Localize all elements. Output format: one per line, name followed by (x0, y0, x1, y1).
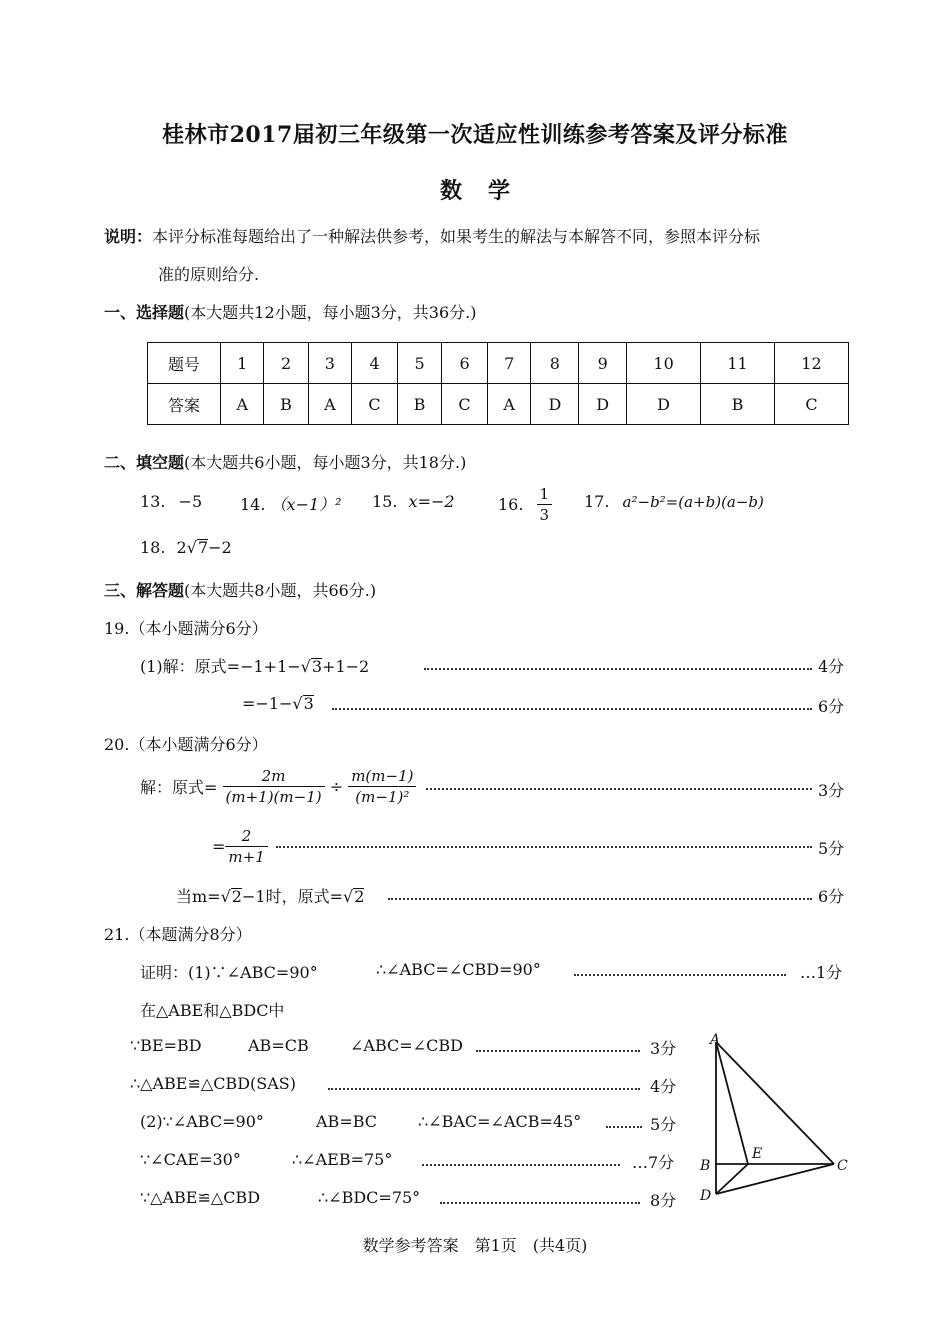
answer-13 (140, 492, 202, 511)
segment-AE (716, 1042, 748, 1164)
question-number: 15. (372, 492, 398, 511)
answer-16 (498, 484, 552, 525)
sqrt-radicand: 2 (231, 887, 242, 906)
section3-name: 三、解答题 (104, 581, 185, 600)
q20-line-1-prefix: 解：原式= (140, 778, 218, 797)
fraction-denominator: (m−1)² (355, 788, 410, 806)
q19-line-2 (242, 694, 314, 713)
note-line-1 (104, 224, 760, 247)
q21-line-7b: ∴∠BDC=75° (318, 1188, 421, 1207)
dot-leader (422, 1164, 620, 1166)
page-footer: 数学参考答案 第1页 (共4页) (362, 1236, 588, 1255)
q20-line-3 (176, 884, 364, 907)
question-number: 16. (498, 495, 524, 514)
sqrt-radicand: 3 (311, 657, 323, 676)
dot-leader (328, 1088, 640, 1090)
segment-AC (716, 1042, 834, 1164)
answer-tail: −2 (208, 538, 232, 557)
fraction-denominator: (m+1)(m−1) (225, 788, 322, 806)
dot-leader (332, 708, 812, 710)
dot-leader (476, 1050, 640, 1052)
table-cell: D (627, 384, 701, 425)
question-number: 13. (140, 492, 166, 511)
points-label: 4分 (650, 1077, 677, 1096)
points-label: 6分 (818, 697, 845, 716)
sqrt-radicand: 2 (354, 887, 365, 906)
answer-value: −5 (178, 492, 203, 511)
sqrt-sign: √ (186, 538, 197, 557)
q20-line-3-a: 当m= (176, 887, 221, 906)
fraction-numerator: 2 (225, 826, 267, 847)
fraction-numerator: m(m−1) (348, 766, 416, 787)
equals-sign: = (212, 837, 226, 856)
sqrt-sign: √ (292, 694, 303, 713)
fraction (348, 766, 416, 807)
dot-leader (276, 846, 812, 848)
table-cell: A (487, 384, 530, 425)
q20-line-1 (140, 766, 416, 807)
points-label: 3分 (818, 781, 845, 800)
q21-line-3c: ∠ABC=∠CBD (350, 1036, 463, 1055)
answer-17 (584, 492, 764, 511)
q21-line-6b: ∴∠AEB=75° (292, 1150, 393, 1169)
answer-15 (372, 492, 455, 511)
section1-name: 一、选择题 (104, 303, 185, 322)
fraction-numerator: 2m (223, 766, 325, 787)
q21-line-5c: ∴∠BAC=∠ACB=45° (418, 1112, 582, 1131)
table-cell: B (701, 384, 775, 425)
table-header-number: 题号 (148, 343, 221, 384)
table-cell: A (221, 384, 264, 425)
q21-line-2: 在△ABE和△BDC中 (140, 1001, 285, 1020)
q21-line-3a: ∵BE=BD (130, 1036, 202, 1055)
fraction-denominator: m+1 (228, 848, 265, 866)
answer-table (147, 342, 849, 425)
q21-line-5b: AB=BC (316, 1112, 378, 1131)
answer-value: a²−b²=(a+b)(a−b) (622, 493, 764, 511)
answer-coef: 2 (176, 538, 187, 557)
table-cell: B (397, 384, 441, 425)
sqrt-radicand: 3 (303, 694, 314, 713)
dot-leader (426, 788, 812, 790)
page-title: 桂林市2017届初三年级第一次适应性训练参考答案及评分标准 (162, 122, 788, 148)
q19-line-1-prefix: (1)解：原式=−1+1− (140, 657, 301, 676)
table-cell: 12 (774, 343, 848, 384)
label-a: A (710, 1032, 721, 1048)
points-label: 3分 (650, 1039, 677, 1058)
sqrt-sign: √ (300, 657, 311, 676)
dot-leader (440, 1202, 640, 1204)
triangle-figure (698, 1028, 858, 1208)
table-row-answers (148, 384, 849, 425)
fraction-numerator: 1 (537, 484, 553, 505)
divide-sign: ÷ (329, 777, 344, 796)
table-header-answer: 答案 (148, 384, 221, 425)
table-cell: 11 (701, 343, 775, 384)
q20-line-2 (212, 826, 268, 867)
q21-line-1b: ∴∠ABC=∠CBD=90° (376, 960, 541, 979)
q19-heading: 19.（本小题满分6分） (104, 619, 268, 638)
table-cell: 8 (531, 343, 579, 384)
section2-name: 二、填空题 (104, 453, 185, 472)
q19-line-2-prefix: =−1− (242, 694, 293, 713)
section3-heading (104, 578, 376, 601)
note-line-2: 准的原则给分. (158, 265, 260, 284)
table-cell: C (352, 384, 398, 425)
q20-heading: 20.（本小题满分6分） (104, 735, 268, 754)
dot-leader (574, 974, 786, 976)
subject-title: 数学 (439, 178, 536, 204)
q21-heading: 21.（本题满分8分） (104, 925, 252, 944)
table-cell: 5 (397, 343, 441, 384)
answer-18 (140, 538, 232, 557)
answer-value: （x−1）² (270, 495, 342, 514)
table-cell: 6 (442, 343, 488, 384)
q21-line-7a: ∵△ABE≌△CBD (140, 1188, 261, 1207)
points-label: …7分 (632, 1153, 675, 1172)
table-cell: A (308, 384, 351, 425)
table-cell: D (531, 384, 579, 425)
question-number: 14. (240, 495, 266, 514)
q19-line-1 (140, 654, 369, 677)
answer-value: x=−2 (408, 492, 455, 511)
table-cell: C (774, 384, 848, 425)
q21-line-5a: (2)∵∠ABC=90° (140, 1112, 264, 1131)
table-row-numbers (148, 343, 849, 384)
section3-desc: (本大题共8小题，共66分.) (184, 581, 377, 600)
fraction-one-third (537, 484, 553, 525)
q20-line-3-b: −1时，原式= (241, 887, 343, 906)
table-cell: C (442, 384, 488, 425)
table-cell: D (579, 384, 627, 425)
points-label: 5分 (818, 839, 845, 858)
sqrt-radicand: 7 (197, 538, 209, 557)
points-label: …1分 (800, 963, 843, 982)
segment-DC (716, 1164, 834, 1194)
section2-heading (104, 450, 466, 473)
section2-desc: (本大题共6小题，每小题3分，共18分.) (184, 453, 467, 472)
table-cell: 4 (352, 343, 398, 384)
table-cell: B (264, 384, 308, 425)
note-label: 说明： (104, 227, 153, 246)
dot-leader (388, 898, 812, 900)
question-number: 17. (584, 492, 610, 511)
sqrt-sign: √ (220, 887, 231, 906)
dot-leader (606, 1126, 642, 1128)
points-label: 5分 (650, 1115, 677, 1134)
table-cell: 10 (627, 343, 701, 384)
table-cell: 1 (221, 343, 264, 384)
table-cell: 2 (264, 343, 308, 384)
points-label: 4分 (818, 657, 845, 676)
sqrt-sign: √ (342, 887, 354, 906)
answer-14 (240, 492, 342, 515)
label-e: E (752, 1146, 763, 1162)
fraction (225, 826, 267, 867)
label-b: B (700, 1158, 711, 1174)
q21-line-6a: ∵∠CAE=30° (140, 1150, 241, 1169)
q21-line-4: ∴△ABE≌△CBD(SAS) (130, 1074, 296, 1093)
label-c: C (837, 1158, 848, 1174)
q19-line-1-suffix: +1−2 (322, 657, 370, 676)
q21-line-1a: 证明：(1)∵∠ABC=90° (140, 963, 318, 982)
section1-heading (104, 300, 477, 323)
table-cell: 3 (308, 343, 351, 384)
table-cell: 9 (579, 343, 627, 384)
note-text-1: 本评分标准每题给出了一种解法供参考，如果考生的解法与本解答不同，参照本评分标 (152, 227, 761, 246)
points-label: 6分 (818, 887, 845, 906)
label-d: D (700, 1188, 712, 1204)
question-number: 18. (140, 538, 166, 557)
q21-line-3b: AB=CB (248, 1036, 309, 1055)
section1-desc: (本大题共12小题，每小题3分，共36分.) (184, 303, 477, 322)
points-label: 8分 (650, 1191, 677, 1210)
table-cell: 7 (487, 343, 530, 384)
dot-leader (424, 668, 812, 670)
fraction (223, 766, 325, 807)
fraction-denominator: 3 (539, 506, 550, 524)
